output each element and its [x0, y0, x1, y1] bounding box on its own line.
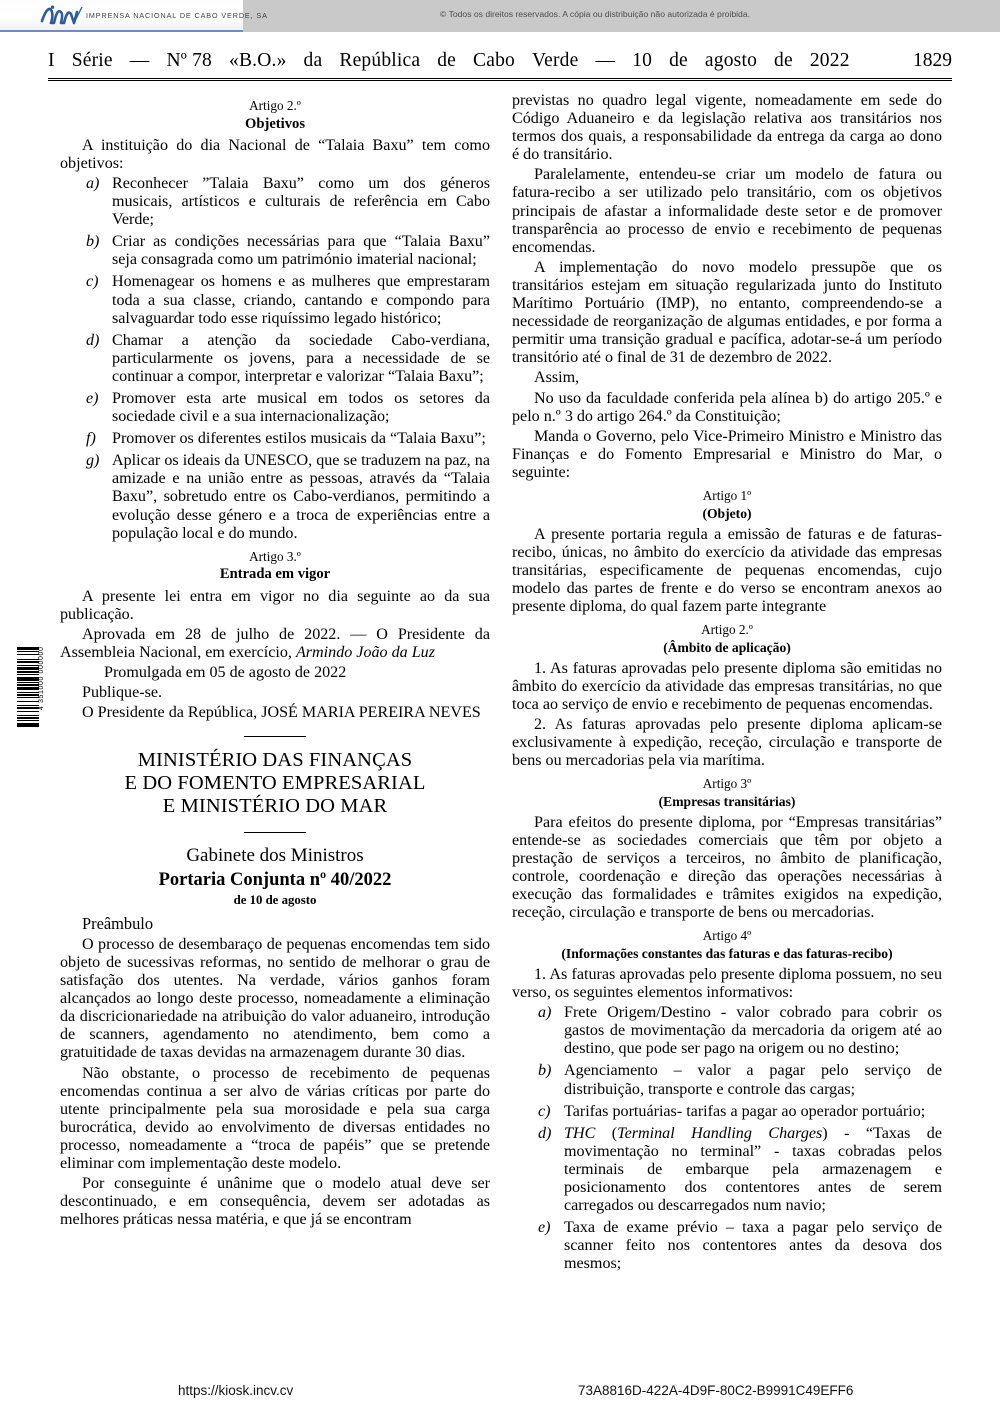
article-title-objetivos: Objetivos — [245, 115, 305, 132]
r-article-number-4: Artigo 4º — [702, 928, 752, 944]
list-item-text: Promover esta arte musical em todos os setores da sociedade civil e a sua internacionalização; — [112, 390, 490, 426]
list-item-text: Agenciamento – valor a pagar pelo serviço de distribuição, transporte e controle das cargas; — [564, 1062, 942, 1098]
ministry-line-1: MINISTÉRIO DAS FINANÇAS — [137, 749, 413, 772]
running-head-word: agosto — [704, 50, 758, 71]
preamble-heading: Preâmbulo — [82, 913, 154, 933]
running-head-word: de — [774, 50, 793, 71]
cabinet-heading: Gabinete dos Ministros — [186, 845, 364, 867]
list-item-marker: f) — [86, 430, 96, 448]
list-item-marker: c) — [86, 273, 99, 291]
president-line: O Presidente da República, JOSÉ MARIA PEREIRA NEVES — [82, 704, 481, 722]
list-item-marker: e) — [86, 390, 99, 408]
list-item — [60, 452, 490, 542]
r-article-number-3: Artigo 3º — [702, 776, 752, 792]
list-item — [60, 273, 490, 327]
portaria-date: de 10 de agosto — [233, 893, 317, 908]
section-divider-1 — [244, 736, 306, 737]
running-head-word: 2022 — [809, 50, 850, 71]
list-item-marker: e) — [538, 1219, 551, 1237]
preamble-paragraphs — [60, 936, 490, 1230]
list-item-text: Tarifas portuárias- tarifas a pagar ao operador portuário; — [564, 1102, 926, 1120]
approval-text: Aprovada em 28 de julho de 2022. — O Presidente da Assembleia Nacional, em exercício, — [60, 625, 490, 661]
running-head-word: da — [303, 50, 323, 71]
running-head-word: de — [669, 50, 688, 71]
r-article-title-empresas: (Empresas transitárias) — [658, 793, 796, 809]
article-number-2: Artigo 2.º — [249, 98, 301, 113]
preamble-continued-paragraph: Paralelamente, entendeu-se criar um modelo de fatura ou fatura-recibo a ser utilizado pelo transitário, com os objetivos principais de afastar a informalidade deste setor e de promover transparência ao processo de envio e recebimento de pequenas encomendas. — [512, 166, 942, 256]
barcode — [14, 645, 54, 765]
footer-url[interactable]: https://kiosk.incv.cv — [178, 1383, 294, 1398]
left-column — [60, 92, 490, 1231]
barcode-digits: 4 351000 000000 — [38, 647, 45, 711]
preamble-paragraph: Não obstante, o processo de recebimento de pequenas encomendas continua a ser alvo de várias críticas por parte do utente principalmente pela sua morosidade e pela sua carga burocrática, devido ao envolvimento de diversas entidades no processo, nomeadamente a “troca de papéis” que se pretende eliminar com implementação deste modelo. — [60, 1064, 490, 1173]
article2-item-list — [60, 175, 490, 543]
list-item-marker: a) — [86, 174, 100, 192]
list-item-marker: d) — [538, 1124, 552, 1142]
list-item-text: Promover os diferentes estilos musicais da “Talaia Baxu”; — [112, 430, 486, 448]
approval-line — [60, 626, 490, 662]
running-head-text — [48, 50, 952, 72]
portaria-title: Portaria Conjunta nº 40/2022 — [158, 869, 392, 890]
list-item-marker: c) — [538, 1102, 551, 1120]
r-article2-paragraph-2: 2. As faturas aprovadas pelo presente diploma aplicam-se exclusivamente à expedição, receção, circulação e transporte de bens ou mercadorias pela via marítima. — [512, 715, 942, 770]
copyright-notice: © Todos os direitos reservados. A cópia ou distribuição não autorizada é proibida. — [440, 9, 751, 19]
article3-paragraph: A presente lei entra em vigor no dia seguinte ao da sua publicação. — [60, 587, 490, 623]
r-article2-paragraph-1: 1. As faturas aprovadas pelo presente diploma são emitidas no âmbito do exercício da atividade das empresas transitárias, no que toca ao serviço de envio e recebimento de pequenas encomendas. — [512, 659, 942, 713]
list-item-text: Homenagear os homens e as mulheres que emprestaram toda a sua classe, criando, cantando e compondo para salvaguardar todo esse riquíssimo legado histórico; — [112, 273, 490, 327]
r-article-title-informacoes: (Informações constantes das faturas e das faturas-recibo) — [561, 945, 893, 961]
list-item-text: Taxa de exame prévio – taxa a pagar pelo serviço de scanner feito nos contentores antes da desova dos mesmos; — [564, 1219, 942, 1273]
running-head-word: de — [437, 50, 457, 71]
footer-document-hash: 73A8816D-422A-4D9F-80C2-B9991C49EFF6 — [578, 1383, 854, 1398]
list-item — [512, 1103, 942, 1121]
preamble-continued-paragraph: Manda o Governo, pelo Vice-Primeiro Ministro e Ministro das Finanças e do Fomento Empresarial e Ministro do Mar, o seguinte: — [512, 427, 942, 481]
list-item-text: Chamar a atenção da sociedade Cabo-verdiana, particularmente os jovens, para a necessidade de se continuar a compor, interpretar e valorizar “Talaia Baxu”; — [112, 331, 490, 385]
list-item-text: THC (Terminal Handling Charges) - “Taxas de movimentação no terminal” - taxas cobradas pelos terminais de embarque pela armazenagem e posicionamento dos contentores antes de serem carregados ou descarregados num navio; — [564, 1124, 942, 1215]
list-item-marker: d) — [86, 331, 100, 349]
running-head-word: Cabo — [473, 50, 515, 71]
ministry-line-3: E MINISTÉRIO DO MAR — [162, 795, 388, 818]
list-item — [60, 430, 490, 448]
preamble-continued — [512, 92, 942, 482]
running-head-word: — — [129, 50, 150, 71]
list-item — [512, 1004, 942, 1058]
list-item — [60, 233, 490, 269]
publique-line: Publique-se. — [82, 684, 163, 702]
running-head — [48, 50, 952, 76]
preamble-continued-paragraph: No uso da faculdade conferida pela alínea b) do artigo 205.º e pelo n.º 3 do artigo 264.º da Constituição; — [512, 389, 942, 425]
list-item — [60, 332, 490, 386]
running-head-word: 10 — [632, 50, 653, 71]
promulgada-line: Promulgada em 05 de agosto de 2022 — [104, 663, 347, 681]
list-item — [512, 1062, 942, 1098]
running-head-word: — — [595, 50, 616, 71]
r-article-title-objeto: (Objeto) — [702, 505, 752, 521]
preamble-paragraph: O processo de desembaraço de pequenas encomendas tem sido objeto de sucessivas reformas, no sentido de melhorar o grau de satisfação dos utentes. Na verdade, vários ganhos foram alcançados ao longo deste processo, nomeadamente a eliminação da discricionariedade na atribuição do valor aduaneiro, introdução de scanners, agendamento no atendimento, bem como a gratuitidade de taxas devidas na armazenagem durante 30 dias. — [60, 935, 490, 1062]
r-article3-paragraph: Para efeitos do presente diploma, por “Empresas transitárias” entende-se as sociedades comerciais que têm por objeto a prestação de serviços a terceiros, no âmbito de planificação, controle, coordenação e direção das operações necessárias à execução das formalidades e trâmites exigidos na expedição, receção, circulação e transporte de bens ou mercadorias. — [512, 813, 942, 922]
list-item-marker: b) — [538, 1062, 552, 1080]
header-divider — [48, 78, 952, 81]
list-item-marker: a) — [538, 1004, 552, 1022]
r-article1-paragraph: A presente portaria regula a emissão de faturas e de faturas-recibo, únicas, no âmbito do exercício da atividade das empresas transitárias, especificamente de pequenas encomendas, cujo modelo das partes de frente e do verso se encontram anexos ao presente diploma, do qual fazem parte integrante — [512, 525, 942, 615]
article-number-3: Artigo 3.º — [249, 548, 301, 564]
running-head-word: Verde — [532, 50, 579, 71]
running-head-word: Nº 78 — [166, 50, 212, 71]
barcode-bars — [17, 647, 39, 763]
preamble-continued-paragraph: previstas no quadro legal vigente, nomeadamente em sede do Código Aduaneiro e da legislação relativa aos transitários nos termos dos quais, a responsabilidade da entrega da carga ao dono é do transitário. — [512, 92, 942, 164]
page-number: 1829 — [913, 50, 952, 71]
list-item-text: Criar as condições necessárias para que “Talaia Baxu” seja consagrada como um património imaterial nacional; — [112, 233, 490, 269]
ministry-line-2: E DO FOMENTO EMPRESARIAL — [124, 772, 426, 795]
preamble-continued-paragraph: Assim, — [534, 369, 580, 387]
running-head-word: «B.O.» — [229, 50, 287, 71]
article-title-entrada-em-vigor: Entrada em vigor — [219, 566, 331, 583]
list-item-marker: g) — [86, 452, 100, 470]
preamble-paragraph: Por conseguinte é unânime que o modelo atual deve ser descontinuado, e em consequência, devem ser adotadas as melhores práticas nessa matéria, e que já se encontram — [60, 1175, 490, 1229]
publisher-logo-box — [0, 0, 268, 32]
r-article-number-2: Artigo 2.º — [701, 622, 753, 638]
running-head-word: República — [339, 50, 421, 71]
list-item-marker: b) — [86, 233, 100, 251]
incv-logo-icon — [38, 3, 84, 27]
r-article-title-ambito: (Âmbito de aplicação) — [663, 639, 791, 655]
list-item — [512, 1125, 942, 1215]
approval-signatory: Armindo João da Luz — [295, 643, 435, 661]
section-divider-2 — [244, 832, 306, 833]
list-item-text: Reconhecer ”Talaia Baxu” como um dos géneros musicais, artísticos e culturais de referência em Cabo Verde; — [112, 174, 490, 229]
top-banner — [0, 0, 1000, 32]
list-item-text: Frete Origem/Destino - valor cobrado para cobrir os gastos de movimentação da mercadoria da origem até ao destino, que pode ser pago na origem ou no destino; — [564, 1004, 942, 1058]
list-item — [60, 175, 490, 229]
r-article-number-1: Artigo 1º — [702, 487, 752, 503]
right-column — [512, 92, 942, 1278]
list-item — [60, 390, 490, 426]
running-head-word: I — [48, 50, 55, 71]
article2-lead: A instituição do dia Nacional de “Talaia Baxu” tem como objetivos: — [60, 136, 490, 172]
list-item-text: Aplicar os ideais da UNESCO, que se traduzem na paz, na amizade e na união entre as pessoas, através da “Talaia Baxu”, sobretudo entre os Cabo-verdianos, permitindo a evolução desse género e a troca de experiências entre a população local e do mundo. — [112, 452, 490, 542]
article4-item-list — [512, 1004, 942, 1273]
publisher-logo-caption: IMPRENSA NACIONAL DE CABO VERDE, SA — [86, 11, 268, 20]
r-article4-lead: 1. As faturas aprovadas pelo presente diploma possuem, no seu verso, os seguintes elementos informativos: — [512, 966, 942, 1002]
list-item — [512, 1219, 942, 1273]
preamble-continued-paragraph: A implementação do novo modelo pressupõe que os transitários estejam em situação regularizada junto do Instituto Marítimo Portuário (IMP), no entanto, compreendendo-se a necessidade de reorganização de algumas entidades, e por forma a permitir uma transição gradual e pacífica, adotar-se-á um período transitório até o final de 31 de dezembro de 2022. — [512, 258, 942, 367]
running-head-word: Série — [71, 50, 113, 71]
